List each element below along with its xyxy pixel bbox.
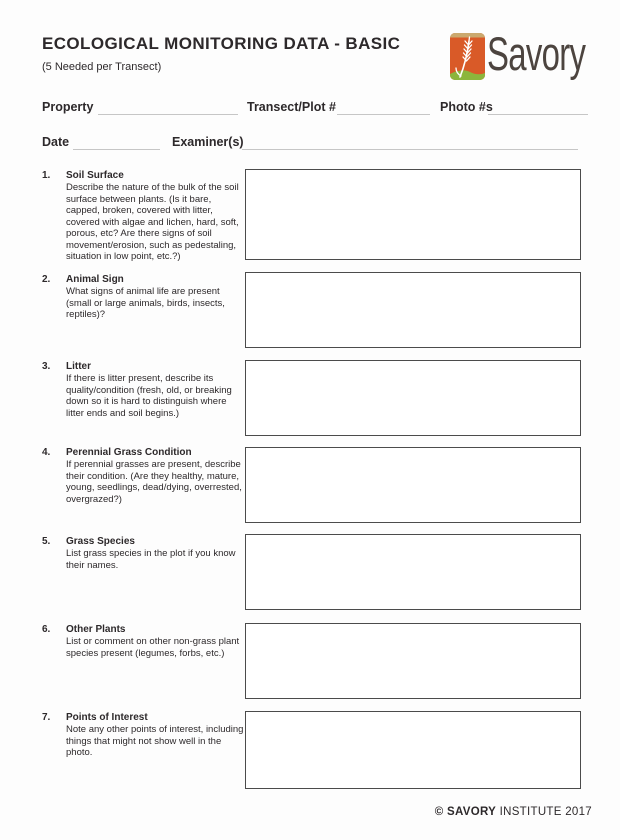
item-number: 1.: [42, 170, 51, 181]
item-title: Litter: [66, 361, 91, 372]
item-number: 4.: [42, 447, 51, 458]
answer-box-other-plants[interactable]: [245, 623, 581, 699]
answer-box-animal-sign[interactable]: [245, 272, 581, 348]
form-item-litter: [42, 361, 242, 419]
item-number: 7.: [42, 712, 51, 723]
answer-box-perennial-grass-condition[interactable]: [245, 447, 581, 523]
form-item-other-plants: [42, 624, 242, 659]
transect-plot-input-line[interactable]: [337, 114, 430, 115]
form-item-points-of-interest: [42, 712, 242, 759]
item-description: List or comment on other non-grass plant species present (legumes, forbs, etc.): [66, 636, 240, 659]
savory-wordmark: Savory: [487, 27, 586, 80]
form-item-perennial-grass-condition: [42, 447, 242, 505]
item-description: If there is litter present, describe its quality/condition (fresh, old, or breaking down so it is hard to distinguish where litter ends and soil begins.): [66, 373, 232, 419]
date-label: Date: [42, 135, 70, 149]
copyright-text: [435, 806, 592, 818]
answer-box-litter[interactable]: [245, 360, 581, 436]
answer-box-soil-surface[interactable]: [245, 169, 581, 260]
date-input-line[interactable]: [73, 149, 160, 150]
item-title: Animal Sign: [66, 274, 124, 285]
photo-numbers-label: Photo #s: [440, 100, 493, 114]
item-number: 3.: [42, 361, 51, 372]
item-number: 5.: [42, 536, 51, 547]
wheat-stalk-icon: [450, 33, 485, 80]
page-subtitle: (5 Needed per Transect): [42, 61, 162, 73]
photo-numbers-input-line[interactable]: [488, 114, 588, 115]
property-label: Property: [42, 100, 94, 114]
copyright-rest: INSTITUTE 2017: [496, 806, 592, 818]
examiners-input-line[interactable]: [242, 149, 578, 150]
answer-box-grass-species[interactable]: [245, 534, 581, 610]
page-title: ECOLOGICAL MONITORING DATA - BASIC: [42, 34, 401, 53]
transect-plot-label: Transect/Plot #: [247, 100, 336, 114]
form-item-grass-species: [42, 536, 242, 571]
item-description: What signs of animal life are present (small or large animals, birds, insects, reptiles)?: [66, 286, 225, 320]
form-item-animal-sign: [42, 274, 242, 321]
item-description: If perennial grasses are present, describe their condition. (Are they healthy, mature, young, seedlings, dead/dying, overrested, overgrazed?): [66, 459, 242, 505]
item-title: Other Plants: [66, 624, 126, 635]
answer-box-points-of-interest[interactable]: [245, 711, 581, 789]
form-item-soil-surface: [42, 170, 242, 263]
item-number: 2.: [42, 274, 51, 285]
item-description: Describe the nature of the bulk of the soil surface between plants. (Is it bare, capped, broken, covered with litter, covered with algae and lichen, hard, soft, porous, etc? Are there signs of soil movement/erosion, such as pedestaling, situation in low point, etc.?): [66, 182, 239, 262]
copyright-owner: © SAVORY: [434, 806, 497, 818]
item-title: Grass Species: [66, 536, 135, 547]
item-title: Points of Interest: [66, 712, 148, 723]
examiners-label: Examiner(s): [172, 135, 244, 149]
item-description: Note any other points of interest, including things that might not show well in the photo.: [66, 724, 244, 758]
item-number: 6.: [42, 624, 51, 635]
item-title: Perennial Grass Condition: [66, 447, 192, 458]
property-input-line[interactable]: [98, 114, 238, 115]
item-description: List grass species in the plot if you know their names.: [66, 548, 236, 571]
item-title: Soil Surface: [66, 170, 124, 181]
